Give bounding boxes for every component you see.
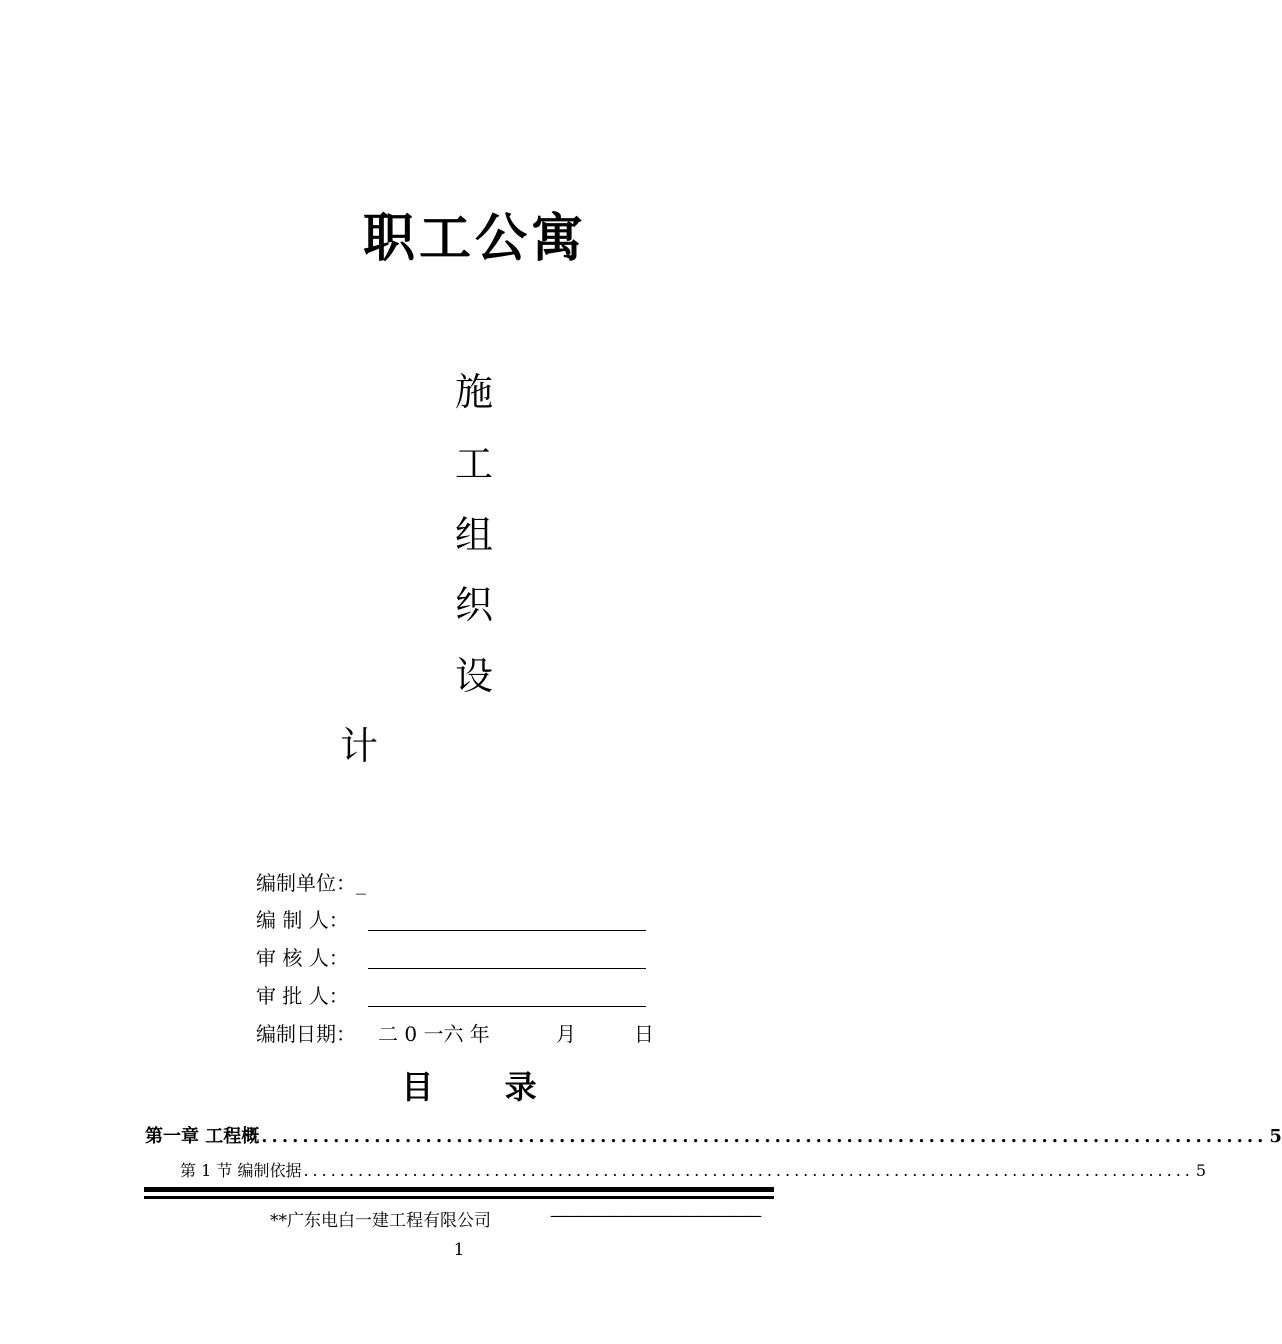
doc-type-char: 计 xyxy=(340,724,379,768)
project-title: 职工公寓 xyxy=(362,208,587,269)
toc-entry[interactable] xyxy=(145,1122,1282,1148)
author-label: 编 制 人： xyxy=(256,908,349,932)
approver-label: 审 批 人： xyxy=(256,984,349,1008)
date-day: 日 xyxy=(634,1022,654,1046)
toc-entry-text: 第一章 工程概 xyxy=(145,1126,260,1147)
footer-rule-thick xyxy=(144,1187,774,1192)
toc-entry-text: 第 1 节 编制依据 xyxy=(180,1161,302,1180)
doc-type-char: 织 xyxy=(455,583,494,627)
toc-leader: .................................................................................................. xyxy=(303,1161,1194,1180)
date-month: 月 xyxy=(556,1022,576,1046)
doc-type-char: 工 xyxy=(455,442,494,486)
toc-title: 目 录 xyxy=(401,1068,567,1106)
approver-underline xyxy=(368,1006,646,1007)
doc-type-char: 设 xyxy=(455,654,494,698)
reviewer-row xyxy=(256,944,349,972)
author-row xyxy=(256,906,349,934)
author-underline xyxy=(368,930,646,931)
unit-label: 编制单位：_ xyxy=(256,871,366,895)
doc-type-char: 组 xyxy=(455,513,494,557)
toc-entry-page: 5 xyxy=(1195,1161,1207,1180)
footer-dash: —————————————— xyxy=(550,1206,760,1226)
unit-row xyxy=(256,869,366,897)
reviewer-underline xyxy=(368,968,646,969)
page-number: 1 xyxy=(453,1240,465,1260)
toc-leader: .................................................................................................. xyxy=(261,1126,1268,1147)
footer-rule-thin xyxy=(144,1196,774,1199)
toc-entry[interactable] xyxy=(180,1158,1207,1181)
date-label: 编制日期： xyxy=(256,1022,356,1046)
reviewer-label: 审 核 人： xyxy=(256,946,349,970)
doc-type-char: 施 xyxy=(455,370,494,414)
approver-row xyxy=(256,982,349,1010)
footer-company: **广东电白一建工程有限公司 xyxy=(270,1211,491,1231)
toc-entry-page: 5 xyxy=(1269,1126,1282,1147)
date-year: 二 0 一六 年 xyxy=(378,1022,490,1046)
